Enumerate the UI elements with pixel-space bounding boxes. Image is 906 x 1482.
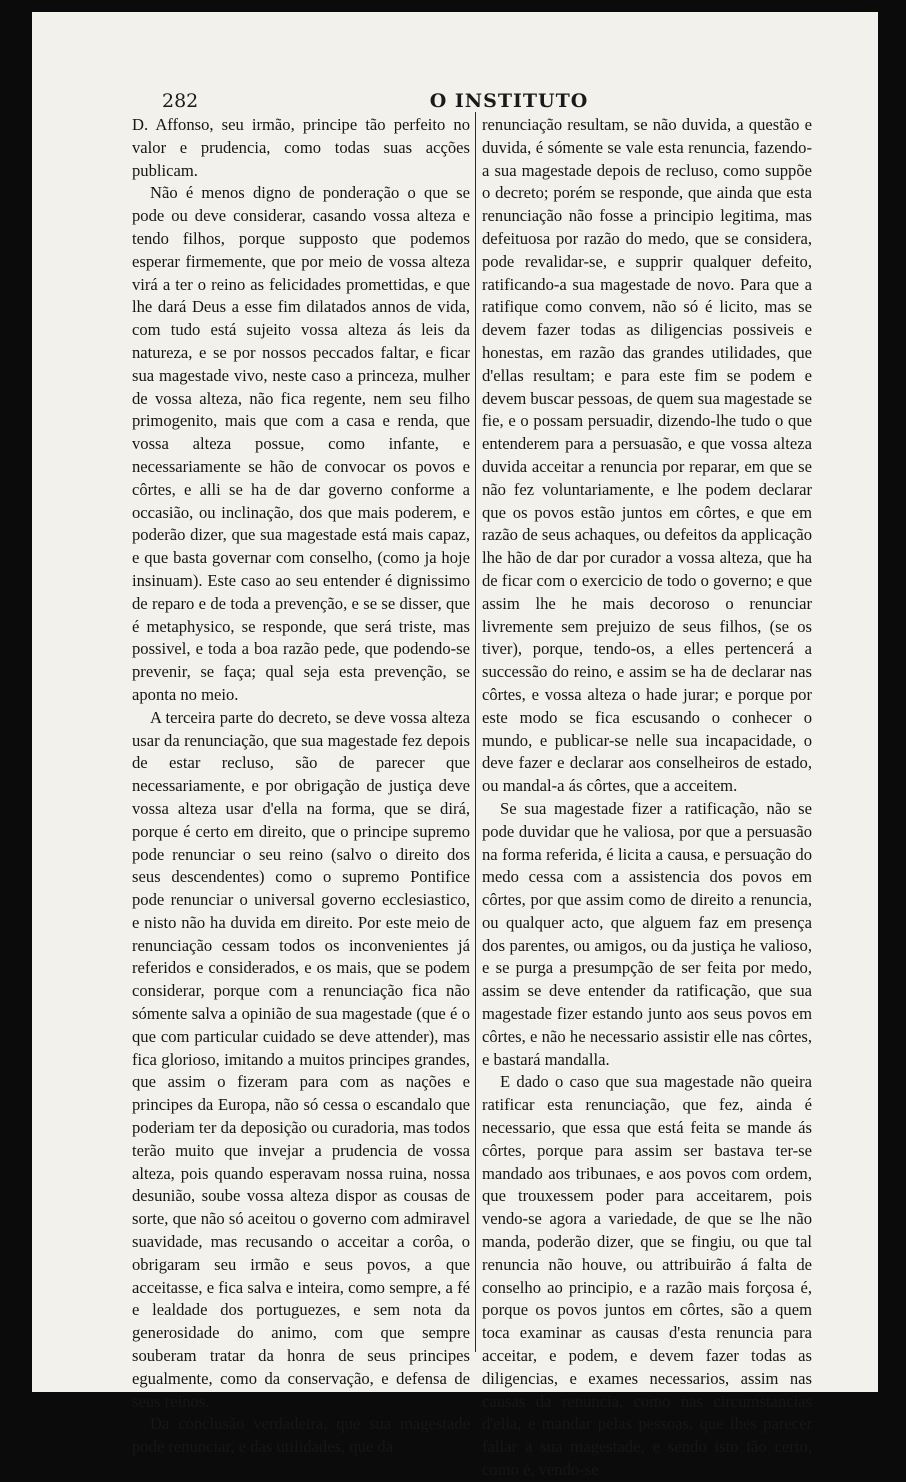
paragraph: Da conclusão verdadeira, que sua magestade pode renunciar, e das utilidades, que da bbox=[132, 1414, 470, 1457]
paragraph: Se sua magestade fizer a ratificação, não se pode duvidar que he valiosa, por que a persuasão na forma referida, é licita a causa, e persuação do medo cessa com a assistencia dos povos em côrtes, por que assim como de direito a renuncia, ou qualquer acto, que alguem faz em presença dos parentes, ou amigos, ou da justiça he valioso, e se purga a presumpção de ser feita por medo, assim se deve entender da ratificação, que sua magestade fizer estando junto aos seus povos em côrtes, e não he necessario assistir elle nas côrtes, e bastará mandalla. bbox=[482, 798, 812, 1069]
right-column bbox=[482, 114, 812, 1480]
journal-title: O INSTITUTO bbox=[429, 90, 589, 112]
paragraph: D. Affonso, seu irmão, principe tão perfeito no valor e prudencia, como todas suas acções publicam. bbox=[132, 115, 470, 180]
paragraph: A terceira parte do decreto, se deve vossa alteza usar da renunciação, que sua magestade fez depois de estar recluso, são de parecer que necessariamente, e por obrigação de justiça deve vossa alteza usar d'ella na forma, que se dirá, porque é certo em direito, que o principe supremo pode renunciar o seu reino (salvo o direito dos seus descendentes) como o supremo Pontifice pode renunciar o universal governo ecclesiastico, e nisto não ha duvida em direito. Por este meio de renunciação cessam todos os inconvenientes já referidos e considerados, e os mais, que se podem considerar, porque com a renunciação fica não sómente salva a opinião de sua magestade (que é o que com particular cuidado se deve attender), mas fica glorioso, imitando a muitos principes grandes, que assim o fizeram para com as nações e principes da Europa, não só cessa o escandalo que poderiam ter da deposição ou curadoria, mas todos terão muito que invejar a prudencia de vossa alteza, pois quando esperavam nossa ruina, nossa desunião, soube vossa alteza dispor as cousas de sorte, que não só aceitou o governo com admiravel suavidade, mas recusando o acceitar a corôa, o obrigaram seu irmão e seus povos, a que acceitasse, e fica salva e inteira, como sempre, a fé e lealdade dos portuguezes, e sem nota da generosidade do animo, com que sempre souberam tratar da honra de seus principes egualmente, como da conservação, e defensa de seus reinos. bbox=[132, 707, 470, 1411]
column-divider bbox=[475, 112, 476, 1352]
paragraph: Não é menos digno de ponderação o que se pode ou deve considerar, casando vossa alteza e tendo filhos, porque supposto que podemos esperar firmemente, que por meio de vossa alteza virá a ter o reino as felicidades promettidas, e que lhe dará Deus a esse fim dilatados annos de vida, com tudo está sujeito vossa alteza ás leis da natureza, e se por nossos peccados faltar, e ficar sua magestade vivo, neste caso a princeza, mulher de vossa alteza, não fica regente, nem seu filho primogenito, mais que com a casa e renda, que vossa alteza possue, como infante, e necessariamente se hão de convocar os povos e côrtes, e alli se ha de dar governo conforme a occasião, ou inclinação, dos que mais poderem, e poderão dizer, que sua magestade está mais capaz, e que basta governar com conselho, (como ja hoje insinuam). Este caso ao seu entender é dignissimo de reparo e de toda a prevenção, e se se disser, que é metaphysico, se responde, que será triste, mas possivel, e toda a boa razão pede, que podendo-se prevenir, se faça; qual seja esta prevenção, se aponta no meio. bbox=[132, 183, 470, 704]
page-number: 282 bbox=[162, 90, 199, 112]
paragraph: E dado o caso que sua magestade não queira ratificar esta renunciação, que fez, ainda é necessario, que essa que está feita se mande ás côrtes, porque para assim ser bastava ter-se mandado aos tribunaes, e aos povos com ordem, que trouxessem poder para acceitarem, pois vendo-se agora a variedade, de que se lhe não manda, poderão dizer, que se fingiu, ou que tal renuncia não houve, ou attribuirão á falta de conselho ao principio, e a razão mais forçosa é, porque os povos juntos em côrtes, são a quem toca examinar as causas d'esta renuncia para acceitar, e podem, e devem fazer todas as diligencias, e exames necessarios, assim nas causas da renuncia, como nas circumstancias d'ella, e mandar pelas pessoas, que lhes parecer fallar a sua magestade, e sendo isto tão certo, como é, vendo-se bbox=[482, 1072, 812, 1480]
left-column bbox=[132, 114, 470, 1457]
paragraph: renunciação resultam, se não duvida, a questão e duvida, é sómente se vale esta renuncia, fazendo-a sua magestade depois de recluso, como suppõe o decreto; porém se responde, que ainda que esta renunciação não fosse a principio legitima, mas defeituosa por razão do medo, que se considera, pode revalidar-se, e supprir qualquer defeito, ratificando-a sua magestade de novo. Para que a ratifique como convem, não só é licito, mas se devem fazer todas as diligencias possiveis e honestas, em razão das grandes utilidades, que d'ellas resultam; e para este fim se podem e devem buscar pessoas, de quem sua magestade se fie, e o possam persuadir, dizendo-lhe tudo o que entenderem para a persuasão, e que vossa alteza duvida acceitar a renuncia por reparar, em que se não fez voluntariamente, e lhe podem declarar que os povos estão juntos em côrtes, e que em razão de seus achaques, ou defeitos da applicação lhe hão de dar por curador a vossa alteza, que ha de ficar com o exercicio de todo o governo; e que assim lhe he mais decoroso o renunciar livremente sem prejuizo de seus filhos, (se os tiver), porque, tendo-os, a elles pertencerá a successão do reino, e assim se ha de declarar nas côrtes, e vossa alteza o hade jurar; e porque por este modo se fica escusando o conhecer o mundo, e publicar-se nelle sua incapacidade, o deve fazer e declarar aos conselheiros de estado, ou mandal-a ás côrtes, que a acceitem. bbox=[482, 115, 812, 796]
